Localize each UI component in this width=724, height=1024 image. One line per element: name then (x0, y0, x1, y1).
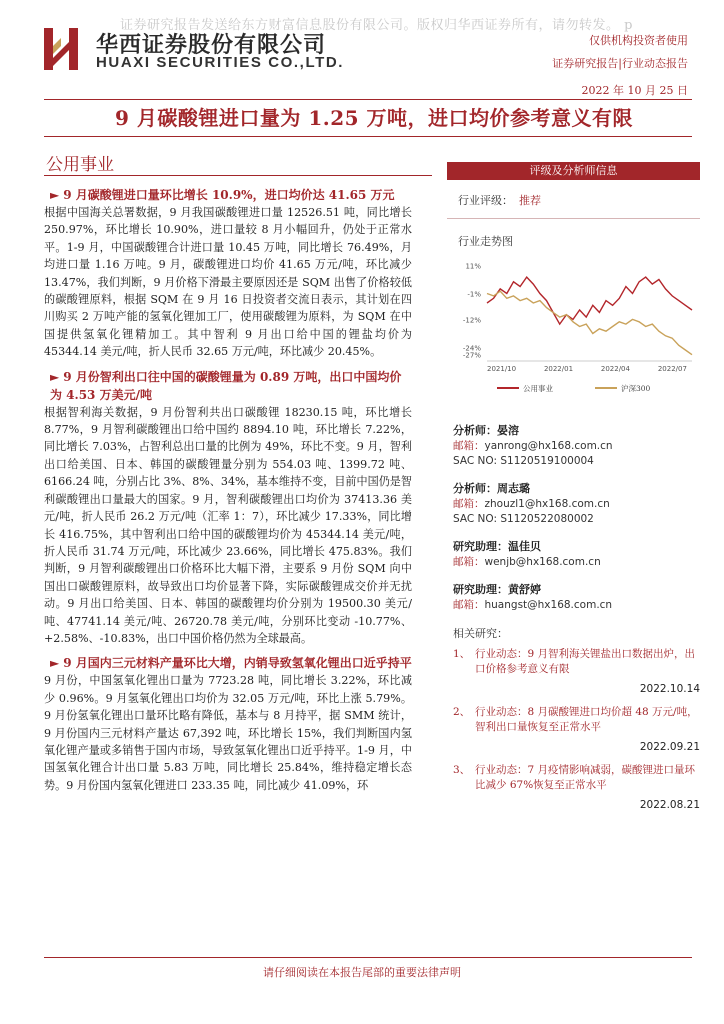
section-heading (44, 186, 412, 204)
section-3 (44, 654, 412, 794)
analyst-role: 研究助理： (453, 583, 508, 596)
rating-value: 推荐 (519, 194, 541, 207)
x-tick-label: 2021/10 (487, 365, 517, 373)
title-divider-top (44, 99, 692, 100)
sac-number: S1120522080002 (500, 513, 594, 525)
company-name-en: HUAXI SECURITIES CO.,LTD. (96, 54, 345, 71)
analyst-name-line (453, 539, 700, 555)
section-heading (44, 368, 412, 404)
huaxi-logo-icon (44, 28, 78, 70)
analyst-name-line (453, 582, 700, 598)
triangle-bullet-icon: ► (50, 188, 60, 202)
sidebar-header: 评级及分析师信息 (447, 162, 700, 180)
analyst-2 (447, 481, 700, 527)
legend-label: 沪深300 (621, 384, 651, 393)
legal-footer: 请仔细阅读在本报告尾部的重要法律声明 (263, 966, 461, 979)
analyst-name-line (453, 481, 700, 497)
report-type: 证券研究报告|行业动态报告 (552, 57, 688, 70)
legend-label: 公用事业 (523, 384, 553, 393)
related-num: 1、 (453, 648, 471, 660)
section-body: 根据中国海关总署数据，9 月我国碳酸锂进口量 12526.51 吨，同比增长 250.97%，环比增长 10.90%，进口量较 8 月小幅回升，仍处于正常水平。1-9 月，中国碳酸锂合计进口量 10.45 万吨，同比增长 76.49%，月均进口量 1.16 万吨。9 月，碳酸锂进口均价 41.65 万元/吨，环比减少 13.47%，我们判断，9 月价格下滑最主要原因还是 SQM 出售了价格较低的碳酸锂原料，根据 SQM 在 9 月 16 日投资者交流日表示，其计划在四川购买 2 万吨产能的氢氧化锂加工厂，使用碳酸锂为原料，为 SQM 在中国提供氢氧化锂精加工。其中智利 9 月出口给中国的锂盐均价为 45344.14 美元/吨，折人民币 32.65 万元/吨，环比减少 20.45%。 (44, 206, 412, 359)
related-date: 2022.08.21 (639, 799, 700, 811)
related-item[interactable] (453, 763, 700, 793)
section-heading (44, 654, 412, 672)
chart-title: 行业走势图 (458, 235, 513, 248)
y-tick-label: -27% (462, 351, 481, 360)
sidebar-divider (447, 218, 700, 219)
analyst-email[interactable]: huangst@hx168.com.cn (484, 599, 613, 611)
footer-divider (44, 957, 692, 958)
watermark: 证券研究报告发送给东方财富信息股份有限公司。版权归华西证券所有，请勿转发。 p (120, 18, 633, 33)
report-date: 2022 年 10 月 25 日 (581, 84, 688, 97)
analyst-email-line (453, 555, 700, 570)
section-body: 9 月份，中国氢氧化锂出口量为 7723.28 吨，同比增长 3.22%，环比减少 0.96%。9 月氢氧化锂出口均价为 32.05 万元/吨，环比上涨 5.79%。9 月份氢氧化锂出口量环比略有降低，基本与 8 月持平，据 SMM 统计，9 月份国内三元材料产量达 67,392 吨，环比增长 15%，我们判断国内氢氧化锂产量或多销售于国内市场，导致氢氧化锂出口近乎持平。1-9 月，中国氢氧化锂合计出口量 5.83 万吨，同比增长 25.84%，维持稳定增长态势。9 月份国内氢氧化锂进口 233.35 吨，同比减少 41.09%，环 (44, 674, 412, 792)
section-2 (44, 368, 412, 648)
analyst-sac-line (453, 512, 700, 527)
analyst-name: 温佳贝 (508, 540, 541, 553)
assistant-2 (447, 582, 700, 613)
related-num: 3、 (453, 764, 471, 776)
related-text: 行业动态：9 月智利海关锂盐出口数据出炉，出口价格参考意义有限 (475, 648, 696, 675)
section-1 (44, 186, 412, 361)
trend-chart-svg (447, 255, 700, 405)
x-tick-label: 2022/07 (657, 365, 687, 373)
related-text: 行业动态：8 月碳酸锂进口均价超 48 万元/吨，智利出口量恢复至正常水平 (475, 706, 698, 733)
company-name-cn: 华西证券股份有限公司 (96, 33, 327, 58)
email-label: 邮箱： (453, 498, 485, 510)
analyst-name: 黄舒婷 (508, 583, 541, 596)
analyst-email[interactable]: zhouzl1@hx168.com.cn (484, 498, 610, 510)
rating-label: 行业评级： (458, 194, 513, 207)
related-title: 相关研究： (453, 627, 508, 640)
section-heading-text: 9 月国内三元材料产量环比大增，内销导致氢氧化锂出口近乎持平 (63, 656, 412, 671)
email-label: 邮箱： (453, 599, 485, 611)
related-research (447, 625, 700, 811)
email-label: 邮箱： (453, 440, 485, 452)
audience-note: 仅供机构投资者使用 (589, 34, 688, 47)
section-heading-text: 9 月份智利出口往中国的碳酸锂量为 0.89 万吨，出口中国均价为 4.53 万美元/吨 (50, 369, 402, 402)
x-tick-label: 2022/04 (600, 365, 630, 373)
y-tick-label: -12% (462, 316, 481, 325)
related-item[interactable] (453, 705, 700, 735)
industry-trend-chart (447, 255, 700, 405)
related-date: 2022.10.14 (639, 683, 700, 695)
triangle-bullet-icon: ► (50, 369, 60, 384)
industry-rating (447, 192, 700, 208)
y-tick-label: -24% (462, 344, 481, 353)
analyst-role: 研究助理： (453, 540, 508, 553)
analyst-role: 分析师： (453, 482, 497, 495)
related-text: 行业动态：7 月疫情影响减弱，碳酸锂进口量环比减少 67%恢复至正常水平 (475, 764, 696, 791)
sector-divider (44, 175, 432, 176)
related-item[interactable] (453, 647, 700, 677)
sector-label: 公用事业 (46, 155, 114, 175)
report-title: 9 月碳酸锂进口量为 1.25 万吨，进口均价参考意义有限 (114, 106, 633, 130)
related-date: 2022.09.21 (639, 741, 700, 753)
series-line-2 (487, 291, 692, 355)
analyst-role: 分析师： (453, 424, 497, 437)
sac-label: SAC NO: (453, 455, 497, 467)
triangle-bullet-icon: ► (50, 656, 60, 671)
analyst-name-line (453, 423, 700, 439)
email-label: 邮箱： (453, 556, 485, 568)
section-heading-text: 9 月碳酸锂进口量环比增长 10.9%，进口均价达 41.65 万元 (63, 188, 395, 202)
sidebar (447, 162, 700, 821)
analyst-name: 周志璐 (497, 482, 530, 495)
analyst-sac-line (453, 454, 700, 469)
x-tick-label: 2022/01 (543, 365, 574, 373)
analyst-email-line (453, 598, 700, 613)
y-tick-label: -1% (467, 290, 481, 299)
y-tick-label: 11% (465, 262, 481, 271)
section-body: 根据智利海关数据，9 月份智利共出口碳酸锂 18230.15 吨，环比增长 8.77%，9 月智利碳酸锂出口给中国约 8894.10 吨，环比增长 7.22%，同比增长 7.03%，占智利总出口量的比例为 49%，环比不变。9 月，智利出口给美国、日本、韩国的碳酸锂量分别为 554.03 吨、1399.72 吨、6166.24 吨，分别占比 3%、8%、34%，基本维持不变，目前中国仍是智利碳酸锂出口量最大的国家。9 月，智利碳酸锂出口均价为 37413.36 美元/吨，折人民币 26.2 万元/吨（汇率 1：7），环比减少 17.33%，同比增长 416.75%，其中智利出口给中国的碳酸锂均价为 45344.14 美元/吨，折人民币 31.74 万元/吨，环比减少 23.66%，同比增长 475.83%。我们判断，9 月智利碳酸锂出口价格环比大幅下滑，主要系 9 月份 SQM 向中国出口碳酸锂原料，故导致出口均价显著下降，实际碳酸锂成交价并无扰动。9 月出口给美国、日本、韩国的碳酸锂均价分别为 19500.30 美元/吨、47741.14 美元/吨、26720.78 美元/吨，分别环比变动 -10.77%、+2.58%、-10.83%，出口中国价格仍然为全球最高。 (44, 405, 412, 645)
sac-label: SAC NO: (453, 513, 497, 525)
related-num: 2、 (453, 706, 471, 718)
analyst-name: 晏溶 (497, 424, 519, 437)
title-divider-bottom (44, 136, 692, 137)
analyst-email[interactable]: wenjb@hx168.com.cn (484, 556, 601, 568)
analyst-1 (447, 423, 700, 469)
assistant-1 (447, 539, 700, 570)
main-content (44, 186, 412, 801)
analyst-list (447, 423, 700, 613)
analyst-email-line (453, 439, 700, 454)
sac-number: S1120519100004 (500, 455, 594, 467)
analyst-email-line (453, 497, 700, 512)
analyst-email[interactable]: yanrong@hx168.com.cn (484, 440, 613, 452)
series-line-1 (487, 277, 692, 324)
